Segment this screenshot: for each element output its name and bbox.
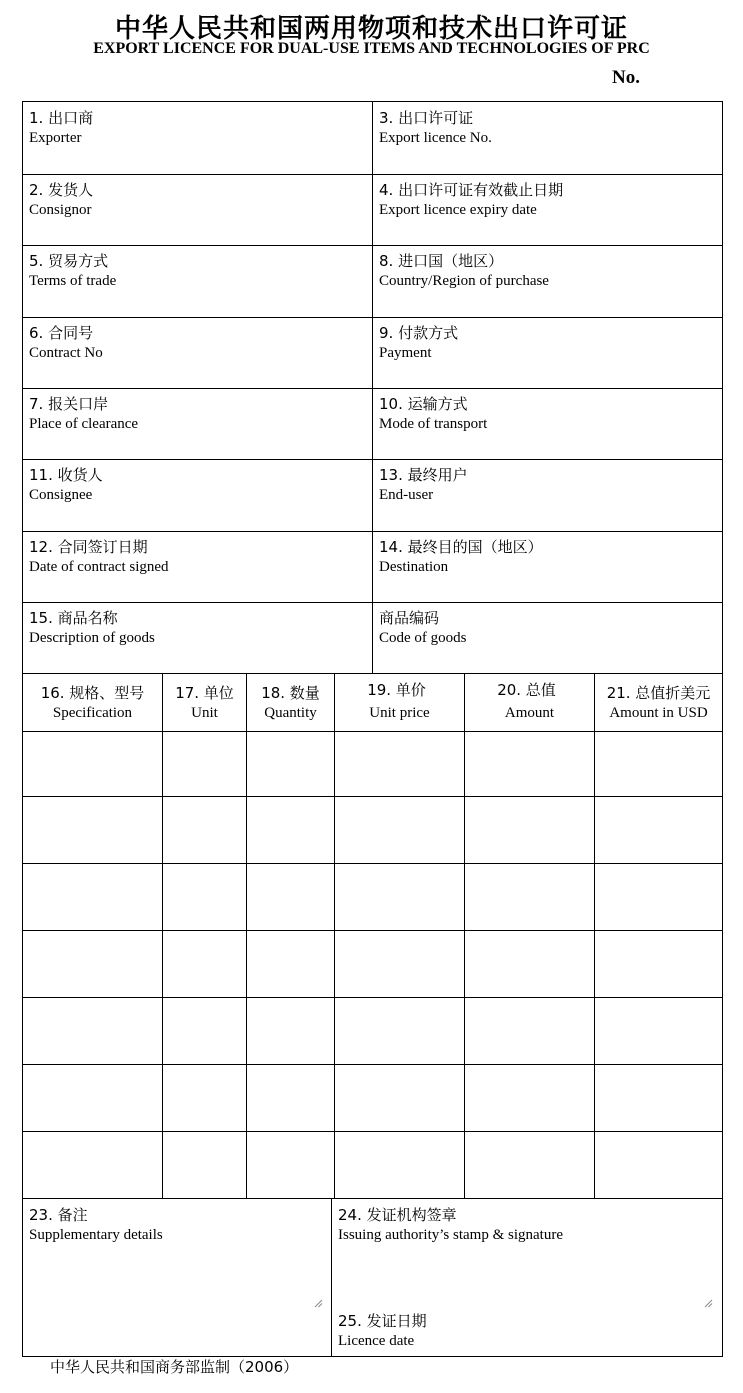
goods-table-body [23, 730, 722, 1199]
field-label-cn: 9. 付款方式 [379, 324, 459, 342]
table-cell[interactable] [23, 864, 163, 930]
contract-signed-date-field[interactable] [23, 531, 373, 602]
form-row [23, 388, 722, 460]
table-cell[interactable] [23, 1065, 163, 1131]
field-label-en: Consignor [29, 202, 92, 218]
field-label-cn: 24. 发证机构签章 [338, 1206, 457, 1224]
field-label-cn: 25. 发证日期 [338, 1312, 427, 1330]
field-label-cn: 12. 合同签订日期 [29, 538, 148, 556]
form-row [23, 245, 722, 318]
column-label-en: Unit price [369, 705, 430, 721]
form-row [23, 531, 722, 603]
table-cell[interactable] [23, 931, 163, 997]
table-cell[interactable] [595, 797, 722, 863]
field-label-en: Licence date [338, 1333, 415, 1349]
table-cell[interactable] [335, 931, 465, 997]
field-label-en: Consignee [29, 487, 93, 503]
field-label-en: Payment [379, 345, 432, 361]
table-cell[interactable] [465, 931, 595, 997]
table-row [23, 730, 722, 797]
consignee-field[interactable] [23, 459, 373, 531]
table-row [23, 864, 722, 931]
exporter-field[interactable] [23, 102, 373, 174]
column-label-cn: 21. 总值折美元 [606, 684, 711, 702]
field-label-cn: 13. 最终用户 [379, 466, 468, 484]
table-cell[interactable] [465, 998, 595, 1064]
field-label-en: Destination [379, 559, 449, 575]
field-label-en: Code of goods [379, 630, 467, 646]
column-label-cn: 20. 总值 [497, 681, 556, 699]
table-cell[interactable] [335, 730, 465, 796]
terms-of-trade-field[interactable] [23, 245, 373, 317]
column-header-unit [163, 674, 247, 731]
column-label-cn: 19. 单价 [367, 681, 426, 699]
field-label-cn: 1. 出口商 [29, 109, 94, 127]
field-label-cn: 3. 出口许可证 [379, 109, 474, 127]
field-label-en: Exporter [29, 130, 82, 146]
field-label-cn: 10. 运输方式 [379, 395, 468, 413]
field-label-en: Description of goods [29, 630, 155, 646]
table-cell[interactable] [465, 1132, 595, 1198]
form-row [23, 602, 722, 673]
licence-number-label: No. [612, 67, 640, 88]
field-label-en: End-user [379, 487, 434, 503]
resize-handle-icon[interactable] [314, 1299, 323, 1308]
table-cell[interactable] [335, 1132, 465, 1198]
licence-date-field[interactable] [338, 1311, 427, 1351]
licence-expiry-date-field[interactable] [373, 174, 722, 245]
licence-form [22, 101, 723, 1357]
table-cell[interactable] [465, 1065, 595, 1131]
table-row [23, 1065, 722, 1132]
mode-of-transport-field[interactable] [373, 388, 722, 459]
form-row [23, 317, 722, 389]
field-label-cn: 商品编码 [379, 609, 440, 627]
column-label-cn: 17. 单位 [175, 684, 234, 702]
field-label-en: Issuing authority’s stamp & signature [338, 1227, 563, 1243]
form-title-english: EXPORT LICENCE FOR DUAL-USE ITEMS AND TECHNOLOGIES OF PRC [93, 40, 650, 57]
form-row [23, 174, 722, 246]
field-label-en: Date of contract signed [29, 559, 169, 575]
table-cell[interactable] [247, 730, 335, 796]
table-cell[interactable] [465, 730, 595, 796]
field-label-cn: 4. 出口许可证有效截止日期 [379, 181, 564, 199]
table-cell[interactable] [163, 797, 247, 863]
column-header-amount-usd [595, 674, 722, 731]
column-header-specification [23, 674, 163, 731]
form-title-chinese: 中华人民共和国两用物项和技术出口许可证 [114, 14, 628, 44]
field-label-en: Supplementary details [29, 1227, 163, 1243]
table-cell[interactable] [595, 931, 722, 997]
table-cell[interactable] [595, 1132, 722, 1198]
field-label-en: Export licence expiry date [379, 202, 537, 218]
contract-no-field[interactable] [23, 317, 373, 388]
table-cell[interactable] [595, 998, 722, 1064]
consignor-field[interactable] [23, 174, 373, 245]
table-cell[interactable] [247, 931, 335, 997]
column-header-amount [465, 674, 595, 731]
table-cell[interactable] [247, 1065, 335, 1131]
table-cell[interactable] [247, 864, 335, 930]
table-cell[interactable] [335, 998, 465, 1064]
column-label-en: Quantity [264, 705, 317, 721]
field-label-cn: 11. 收货人 [29, 466, 103, 484]
table-cell[interactable] [335, 864, 465, 930]
table-row [23, 931, 722, 998]
field-label-cn: 5. 贸易方式 [29, 252, 109, 270]
table-cell[interactable] [23, 730, 163, 796]
table-cell[interactable] [335, 797, 465, 863]
field-label-cn: 8. 进口国（地区） [379, 252, 504, 270]
field-label-cn: 15. 商品名称 [29, 609, 118, 627]
place-of-clearance-field[interactable] [23, 388, 373, 459]
payment-field[interactable] [373, 317, 722, 388]
column-header-quantity [247, 674, 335, 731]
form-row [23, 459, 722, 532]
issuing-authority-field[interactable] [332, 1199, 722, 1356]
table-cell[interactable] [595, 864, 722, 930]
table-cell[interactable] [23, 797, 163, 863]
table-row [23, 797, 722, 864]
table-cell[interactable] [23, 1132, 163, 1198]
field-label-en: Contract No [29, 345, 103, 361]
supplementary-details-field[interactable] [23, 1199, 332, 1356]
column-label-cn: 18. 数量 [261, 684, 320, 702]
table-row [23, 1132, 722, 1199]
footer-note [50, 1357, 298, 1378]
table-cell[interactable] [163, 998, 247, 1064]
table-row [23, 998, 722, 1065]
field-label-cn: 2. 发货人 [29, 181, 94, 199]
field-label-en: Country/Region of purchase [379, 273, 549, 289]
form-row [23, 102, 722, 175]
end-user-field[interactable] [373, 459, 722, 531]
table-cell[interactable] [595, 1065, 722, 1131]
table-cell[interactable] [465, 864, 595, 930]
code-of-goods-field[interactable] [373, 602, 722, 673]
field-label-cn: 6. 合同号 [29, 324, 94, 342]
resize-handle-icon[interactable] [704, 1299, 713, 1308]
goods-table-header [23, 673, 722, 732]
table-cell[interactable] [247, 797, 335, 863]
bottom-section [23, 1199, 722, 1356]
table-cell[interactable] [595, 730, 722, 796]
footer-text: 中华人民共和国商务部监制（2006） [50, 1358, 299, 1376]
column-label-en: Unit [191, 705, 218, 721]
table-cell[interactable] [247, 1132, 335, 1198]
destination-field[interactable] [373, 531, 722, 602]
country-of-purchase-field[interactable] [373, 245, 722, 317]
table-cell[interactable] [23, 998, 163, 1064]
description-of-goods-field[interactable] [23, 602, 373, 673]
table-cell[interactable] [163, 864, 247, 930]
field-label-cn: 23. 备注 [29, 1206, 88, 1224]
field-label-cn: 14. 最终目的国（地区） [379, 538, 543, 556]
field-label-en: Mode of transport [379, 416, 488, 432]
column-label-en: Amount in USD [609, 705, 708, 721]
table-cell[interactable] [163, 931, 247, 997]
column-header-unit-price [335, 674, 465, 731]
column-label-cn: 16. 规格、型号 [40, 684, 145, 702]
export-licence-no-field[interactable] [373, 102, 722, 174]
table-cell[interactable] [465, 797, 595, 863]
table-cell[interactable] [335, 1065, 465, 1131]
column-label-en: Specification [52, 705, 133, 721]
table-cell[interactable] [163, 1065, 247, 1131]
column-label-en: Amount [504, 705, 555, 721]
field-label-en: Place of clearance [29, 416, 139, 432]
table-cell[interactable] [163, 730, 247, 796]
field-label-en: Terms of trade [29, 273, 117, 289]
table-cell[interactable] [247, 998, 335, 1064]
table-cell[interactable] [163, 1132, 247, 1198]
field-label-en: Export licence No. [379, 130, 492, 146]
field-label-cn: 7. 报关口岸 [29, 395, 109, 413]
